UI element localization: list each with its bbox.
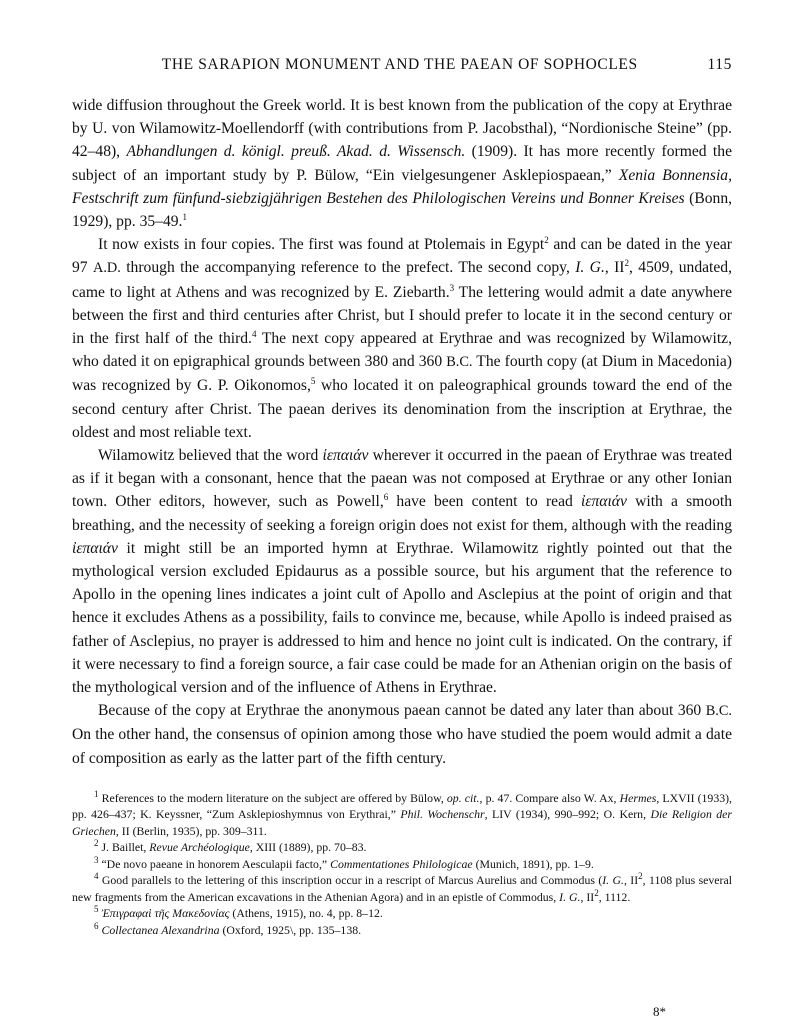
italic-text: Revue Archéologique <box>149 840 250 855</box>
footnote-number: 4 <box>94 871 99 882</box>
footnote-2 <box>72 839 732 856</box>
greek-word: ἰεπαιάν <box>72 539 118 557</box>
body-text <box>72 94 732 770</box>
text-span: , 4509, undated, came to light at Athens and was recognized by E. Ziebarth. <box>72 259 732 301</box>
italic-text: Die Religion der Griechen <box>72 807 732 838</box>
text-span: References to the modern literature on the subject are offered by Bülow, <box>98 790 447 805</box>
footnote-6 <box>72 922 732 939</box>
text-span: (1909). It has more recently formed the subject of an important study by P. Bülow, “Ein vielgesungener Asklepiospaean,” <box>72 143 732 184</box>
footnote-number: 2 <box>94 838 99 849</box>
era-abbrev: B.C. <box>705 703 732 720</box>
text-span: and can be dated in the year 97 <box>72 236 732 277</box>
text-span: through the accompanying reference to the prefect. The second copy, <box>120 259 576 277</box>
footnote-number: 6 <box>94 920 99 931</box>
italic-text: Phil. Wochenschr <box>400 807 485 822</box>
text-span: (Munich, 1891), pp. 1–9. <box>472 856 594 871</box>
greek-title: Ἐπιγραφαὶ τῆς Μακεδονίας <box>101 906 230 921</box>
text-span: , II (Berlin, 1935), pp. 309–311. <box>115 823 267 838</box>
signature-mark: 8* <box>653 1004 666 1019</box>
footnote-ref: 6 <box>383 492 389 503</box>
text-span: The next copy appeared at Erythrae and was recognized by Wilamowitz, who dated it on epigraphical grounds between 380 and 360 <box>72 330 732 371</box>
era-abbrev: B.C. <box>446 354 473 371</box>
greek-word: ἱεπαιάν <box>322 447 369 465</box>
era-abbrev: A.D. <box>92 260 121 277</box>
footnote-ref: 2 <box>544 235 549 246</box>
text-span: Because of the copy at Erythrae the anonymous paean cannot be dated any later than about 360 <box>98 702 706 720</box>
footnotes <box>72 790 732 939</box>
paragraph-1 <box>72 94 732 233</box>
text-span: Good parallels to the lettering of this inscription occur in a rescript of Marcus Aurelius and Commodus ( <box>98 873 603 888</box>
italic-title: Abhandlungen d. königl. preuß. Akad. d. Wissensch. <box>126 143 466 161</box>
footnote-ref: 3 <box>449 282 455 293</box>
superscript: 2 <box>638 871 643 882</box>
running-head <box>72 56 732 82</box>
text-span: , LXVII (1933), pp. 426–437; K. Keyssner, “Zum Asklepioshymnus von Erythrai,” <box>72 790 733 822</box>
text-span: , 1108 plus several new fragments from the American excavations in the Athenian Agora) and in an epistle of Commodus, <box>72 873 732 904</box>
text-span: It now exists in four copies. The first was found at Ptolemais in Egypt <box>98 236 545 254</box>
text-span: who located it on paleographical grounds toward the end of the second century after Christ. The paean derives its denomination from the inscription at Erythrae, the oldest and most reliable text. <box>72 377 732 441</box>
greek-word: ἰεπαιάν <box>581 493 627 511</box>
text-span: , LIV (1934), 990–992; O. Kern, <box>484 807 651 822</box>
italic-text: Hermes <box>619 790 657 805</box>
text-span: with a smooth breathing, and the necessity of seeking a foreign origin does not exist for them, although with the reading <box>72 493 733 534</box>
italic-title: Xenia Bonnensia, Festschrift zum fünfund-siebzigjährigen Bestehen des Philologischen Vereins und Bonner Kreises <box>72 166 732 207</box>
text-span: The lettering would admit a date anywhere between the first and third centuries after Christ, but I should prefer to locate it in the second century or in the first half of the third. <box>72 283 732 348</box>
text-span: , II <box>604 259 625 277</box>
paragraph-4 <box>72 699 732 770</box>
superscript: 2 <box>624 258 629 269</box>
text-span: J. Baillet, <box>98 840 150 855</box>
text-span: The fourth copy (at Dium in Macedonia) was recognized by G. P. Oikonomos, <box>72 353 732 395</box>
text-span: wide diffusion throughout the Greek world. It is best known from the publication of the copy at Erythrae by U. von Wilamowitz-Moellendorff (with contributions from P. Jacobsthal), “Nordionische Steine” (pp. 42–48), <box>72 97 732 161</box>
footnote-ref: 4 <box>251 328 257 339</box>
footnote-1 <box>72 790 732 840</box>
text-span: , p. 47. Compare also W. Ax, <box>479 790 620 805</box>
text-span: (Bonn, 1929), pp. 35–49. <box>72 189 733 231</box>
text-span: , XIII (1889), pp. 70–83. <box>249 840 367 855</box>
text-span: , II <box>623 873 639 888</box>
text-span: , 1112. <box>598 889 631 904</box>
footnote-5 <box>72 905 732 922</box>
superscript: 2 <box>594 887 599 898</box>
text-span: Wilamowitz believed that the word <box>98 447 323 465</box>
italic-text: Collectanea Alexandrina <box>101 922 220 937</box>
footnote-number: 1 <box>94 788 99 799</box>
italic-abbrev: I. G. <box>575 259 605 277</box>
paragraph-3 <box>72 444 732 699</box>
running-title: THE SARAPION MONUMENT AND THE PAEAN OF SOPHOCLES <box>161 56 638 73</box>
footnote-number: 5 <box>94 904 99 915</box>
italic-text: I. G. <box>559 889 581 904</box>
footnote-ref: 5 <box>310 376 316 387</box>
footnote-ref: 1 <box>182 211 187 222</box>
italic-text: Commentationes Philologicae <box>330 856 473 871</box>
text-span: (Athens, 1915), no. 4, pp. 8–12. <box>229 906 383 921</box>
italic-text: I. G. <box>602 873 624 888</box>
footnote-4 <box>72 872 732 905</box>
text-span: have been content to read <box>388 493 581 511</box>
page <box>72 56 732 938</box>
paragraph-2 <box>72 233 732 444</box>
page-number: 115 <box>707 56 732 73</box>
text-span: (Oxford, 1925\, pp. 135–138. <box>219 922 362 937</box>
footnote-3 <box>72 856 732 873</box>
text-span: “De novo paeane in honorem Aesculapii facto,” <box>98 856 331 871</box>
footnote-number: 3 <box>94 854 99 865</box>
text-span: it might still be an imported hymn at Erythrae. Wilamowitz rightly pointed out that the mythological version excluded Epidaurus as a possible source, but his argument that the reference to Apollo in the opening lines indicates a joint cult of Apollo and Asclepius at the point of origin and that hence it excludes Athens as a possibility, fails to convince me, because, while Apollo is indeed praised as father of Asclepius, no prayer is addressed to him and hence no joint cult is indicated. On the contrary, if it were necessary to find a foreign source, a fair case could be made for an Athenian origin on the basis of the mythological version and of the influence of Athens in Erythrae. <box>72 539 732 697</box>
text-span: , II <box>580 889 595 904</box>
text-span: On the other hand, the consensus of opinion among those who have studied the poem would admit a date of composition as early as the latter part of the fifth century. <box>72 726 732 767</box>
italic-text: op. cit. <box>446 790 480 805</box>
text-span: wherever it occurred in the paean of Erythrae was treated as if it began with a consonant, hence that the paean was not composed at Erythrae or any other Ionian town. Other editors, however, such as Powell, <box>72 447 732 511</box>
